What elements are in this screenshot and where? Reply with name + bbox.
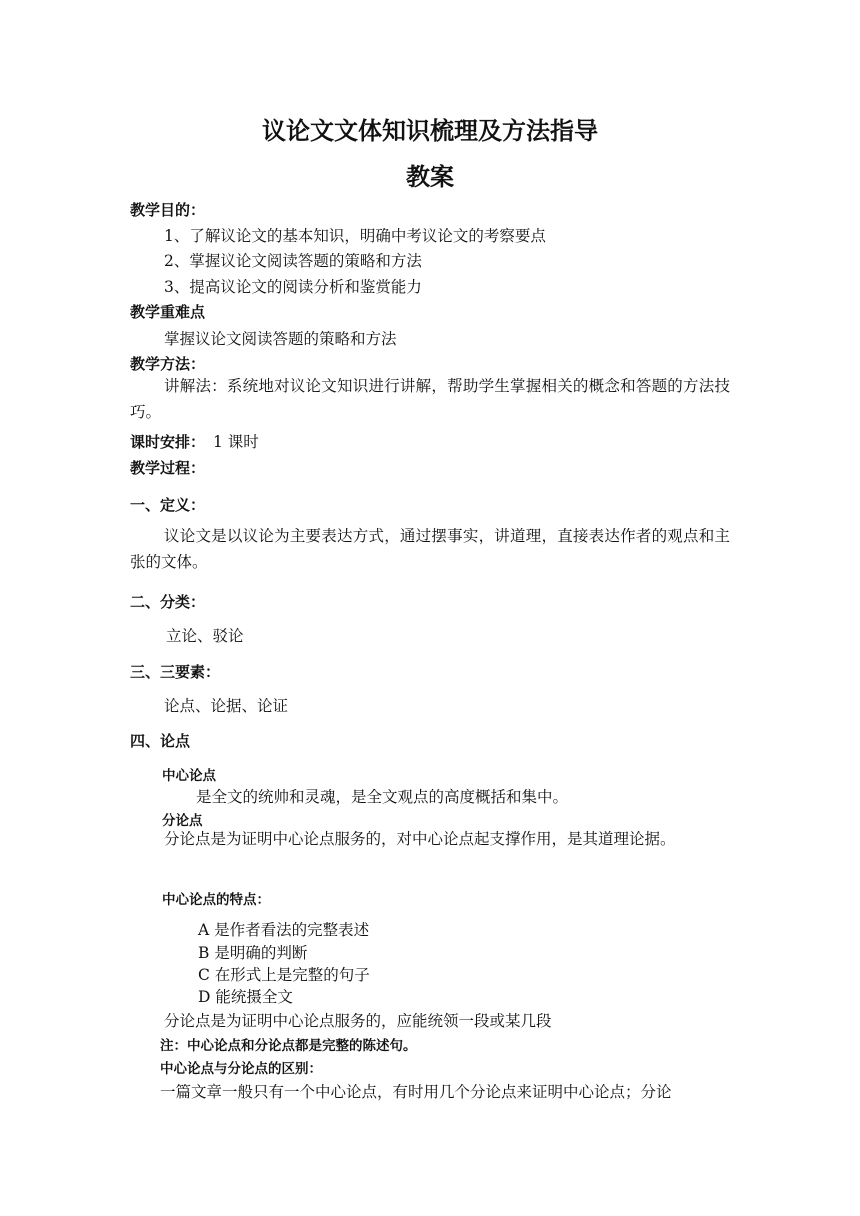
schedule-line — [130, 430, 259, 452]
sub-argument-text: 分论点是为证明中心论点服务的，对中心论点起支撑作用，是其道理论据。 — [164, 830, 676, 848]
feature-item: D 能统摄全文 — [198, 988, 293, 1006]
section-3-heading: 三、三要素： — [130, 663, 221, 681]
schedule-value: 1 课时 — [213, 433, 259, 451]
section-1-text: 议论文是以议论为主要表达方式，通过摆事实，讲道理，直接表达作者的观点和主张的文体。 — [130, 527, 730, 571]
section-4-heading: 四、论点 — [130, 732, 191, 750]
feature-item: A 是作者看法的完整表述 — [198, 921, 370, 939]
difference-text: 一篇文章一般只有一个中心论点，有时用几个分论点来证明中心论点；分论 — [160, 1083, 672, 1101]
key-points-heading: 教学重难点 — [130, 303, 206, 321]
note-text: 注：中心论点和分论点都是完整的陈述句。 — [160, 1038, 417, 1054]
objectives-heading: 教学目的： — [130, 201, 206, 219]
objective-item: 2、掌握议论文阅读答题的策略和方法 — [164, 252, 422, 270]
method-text: 讲解法：系统地对议论文知识进行讲解，帮助学生掌握相关的概念和答题的方法技巧。 — [130, 377, 730, 421]
difference-heading: 中心论点与分论点的区别： — [160, 1061, 322, 1077]
section-2-heading: 二、分类： — [130, 593, 206, 611]
features-heading: 中心论点的特点： — [162, 892, 270, 908]
section-2-text: 立论、驳论 — [166, 627, 244, 645]
section-3-text: 论点、论据、论证 — [164, 697, 289, 715]
central-argument-text: 是全文的统帅和灵魂，是全文观点的高度概括和集中。 — [196, 788, 569, 806]
objective-item: 3、提高议论文的阅读分析和鉴赏能力 — [164, 278, 422, 296]
feature-item: C 在形式上是完整的句子 — [198, 966, 370, 984]
document-subtitle: 教案 — [406, 162, 454, 191]
sub-argument-label: 分论点 — [162, 813, 203, 829]
objective-item: 1、了解议论文的基本知识，明确中考议论文的考察要点 — [164, 227, 546, 245]
document-title: 议论文文体知识梳理及方法指导 — [262, 116, 598, 145]
process-heading: 教学过程： — [130, 459, 206, 477]
schedule-heading: 课时安排： — [130, 433, 206, 451]
section-1-heading: 一、定义： — [130, 496, 206, 514]
central-argument-label: 中心论点 — [162, 768, 216, 784]
sub-argument-note: 分论点是为证明中心论点服务的，应能统领一段或某几段 — [164, 1012, 552, 1030]
key-points-text: 掌握议论文阅读答题的策略和方法 — [164, 330, 397, 348]
method-heading: 教学方法： — [130, 355, 206, 373]
feature-item: B 是明确的判断 — [198, 944, 308, 962]
